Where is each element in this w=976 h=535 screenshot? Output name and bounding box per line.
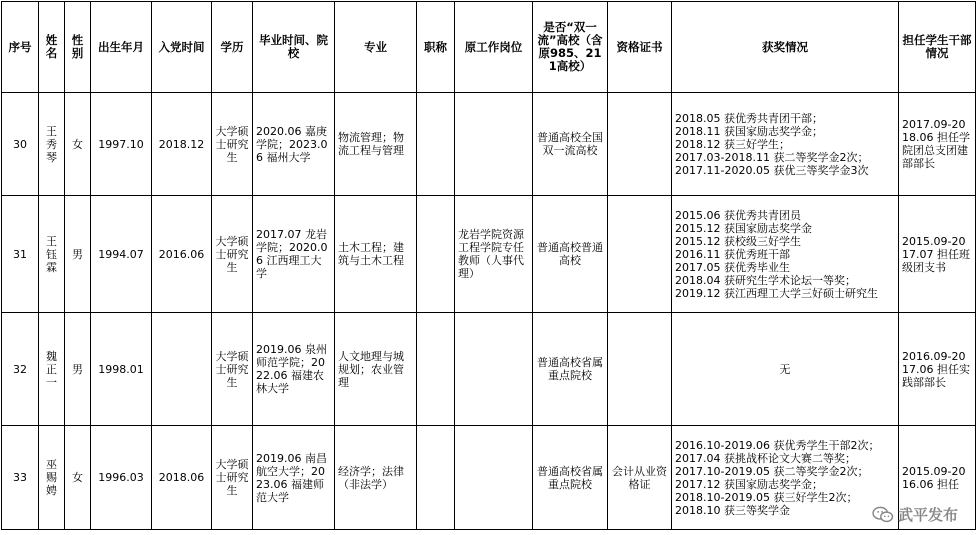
cell-seq: 31 (2, 196, 39, 313)
header-gender: 性别 (65, 2, 91, 93)
cell-double-first: 普通高校全国双一流高校 (533, 93, 608, 196)
cell-major: 经济学；法律（非法学） (335, 426, 417, 530)
cell-party: 2016.06 (152, 196, 212, 313)
wechat-icon (872, 506, 894, 524)
header-cadre: 担任学生干部情况 (899, 2, 976, 93)
cell-grad: 2019.06 南昌航空大学；2023.06 福建师范大学 (253, 426, 335, 530)
cell-title (417, 313, 455, 426)
header-party: 入党时间 (152, 2, 212, 93)
cell-title (417, 93, 455, 196)
cell-title (417, 196, 455, 313)
header-grad: 毕业时间、院校 (253, 2, 335, 93)
header-awards: 获奖情况 (672, 2, 899, 93)
cell-awards: 2015.06 获优秀共青团员 2015.12 获国家励志奖学金 2015.12 获校级三好学生 2016.11 获优秀班干部 2017.05 获优秀毕业生 2018.04 获研究生学术论坛一等奖； 2019.12 获江西理工大学三好硕士研究生 (672, 196, 899, 313)
cell-cadre: 2017.09-2018.06 担任学院团总支团建部部长 (899, 93, 976, 196)
cell-name: 巫赐娉 (39, 426, 65, 530)
header-cert: 资格证书 (608, 2, 672, 93)
cell-prev-job: 龙岩学院资源工程学院专任教师（人事代理） (455, 196, 533, 313)
watermark (872, 504, 958, 525)
cell-double-first: 普通高校普通高校 (533, 196, 608, 313)
cell-awards: 2018.05 获优秀共青团干部； 2018.11 获国家励志奖学金； 2018.12 获三好学生； 2017.03-2018.11 获二等奖学金2次； 2017.11-2020.05 获优三等奖学金3次 (672, 93, 899, 196)
cell-edu: 大学硕士研究生 (212, 313, 253, 426)
cell-gender: 男 (65, 196, 91, 313)
cell-birth: 1994.07 (91, 196, 152, 313)
cell-cert (608, 313, 672, 426)
cell-title (417, 426, 455, 530)
header-seq: 序号 (2, 2, 39, 93)
header-birth: 出生年月 (91, 2, 152, 93)
cell-name: 王钰霖 (39, 196, 65, 313)
cell-gender: 女 (65, 93, 91, 196)
cell-double-first: 普通高校省属重点院校 (533, 426, 608, 530)
table-row (2, 426, 976, 530)
cell-edu: 大学硕士研究生 (212, 426, 253, 530)
header-major: 专业 (335, 2, 417, 93)
cell-cert: 会计从业资格证 (608, 426, 672, 530)
cell-cadre: 2016.09-2017.06 担任实践部部长 (899, 313, 976, 426)
cell-gender: 女 (65, 426, 91, 530)
cell-cadre: 2015.09-2017.07 担任班级团支书 (899, 196, 976, 313)
cell-prev-job (455, 313, 533, 426)
header-title: 职称 (417, 2, 455, 93)
cell-party: 2018.06 (152, 426, 212, 530)
cell-awards: 无 (672, 313, 899, 426)
table-body (2, 93, 976, 530)
cell-grad: 2020.06 嘉庚学院；2023.06 福州大学 (253, 93, 335, 196)
cell-name: 魏正一 (39, 313, 65, 426)
header-row (2, 2, 976, 93)
header-double-first: 是否“双一流”高校（含原985、211高校） (533, 2, 608, 93)
cell-awards: 2016.10-2019.06 获优秀学生干部2次； 2017.04 获挑战杯论文大赛二等奖； 2017.10-2019.05 获二等奖学金2次； 2017.12 获国家励志奖学金； 2018.10-2019.05 获三好学生2次； 2018.10 获三等奖学金 (672, 426, 899, 530)
cell-birth: 1998.01 (91, 313, 152, 426)
cell-seq: 32 (2, 313, 39, 426)
cell-cert (608, 93, 672, 196)
table-row (2, 196, 976, 313)
cell-edu: 大学硕士研究生 (212, 93, 253, 196)
cell-major: 土木工程；建筑与土木工程 (335, 196, 417, 313)
cell-grad: 2017.07 龙岩学院；2020.06 江西理工大学 (253, 196, 335, 313)
cell-double-first: 普通高校省属重点院校 (533, 313, 608, 426)
cell-seq: 33 (2, 426, 39, 530)
cell-gender: 男 (65, 313, 91, 426)
cell-seq: 30 (2, 93, 39, 196)
watermark-text: 武平发布 (897, 506, 958, 524)
cell-prev-job (455, 93, 533, 196)
cell-birth: 1996.03 (91, 426, 152, 530)
header-prev-job: 原工作岗位 (455, 2, 533, 93)
table-row (2, 93, 976, 196)
cell-name: 王秀琴 (39, 93, 65, 196)
cell-birth: 1997.10 (91, 93, 152, 196)
cell-major: 物流管理；物流工程与管理 (335, 93, 417, 196)
cell-edu: 大学硕士研究生 (212, 196, 253, 313)
cell-prev-job (455, 426, 533, 530)
table-row (2, 313, 976, 426)
cell-major: 人文地理与城规划；农业管理 (335, 313, 417, 426)
candidate-table (1, 1, 976, 530)
cell-cadre: 2015.09-2016.06 担任 (899, 426, 976, 530)
cell-party (152, 313, 212, 426)
cell-grad: 2019.06 泉州师范学院；2022.06 福建农林大学 (253, 313, 335, 426)
header-edu: 学历 (212, 2, 253, 93)
cell-cert (608, 196, 672, 313)
header-name: 姓名 (39, 2, 65, 93)
cell-party: 2018.12 (152, 93, 212, 196)
